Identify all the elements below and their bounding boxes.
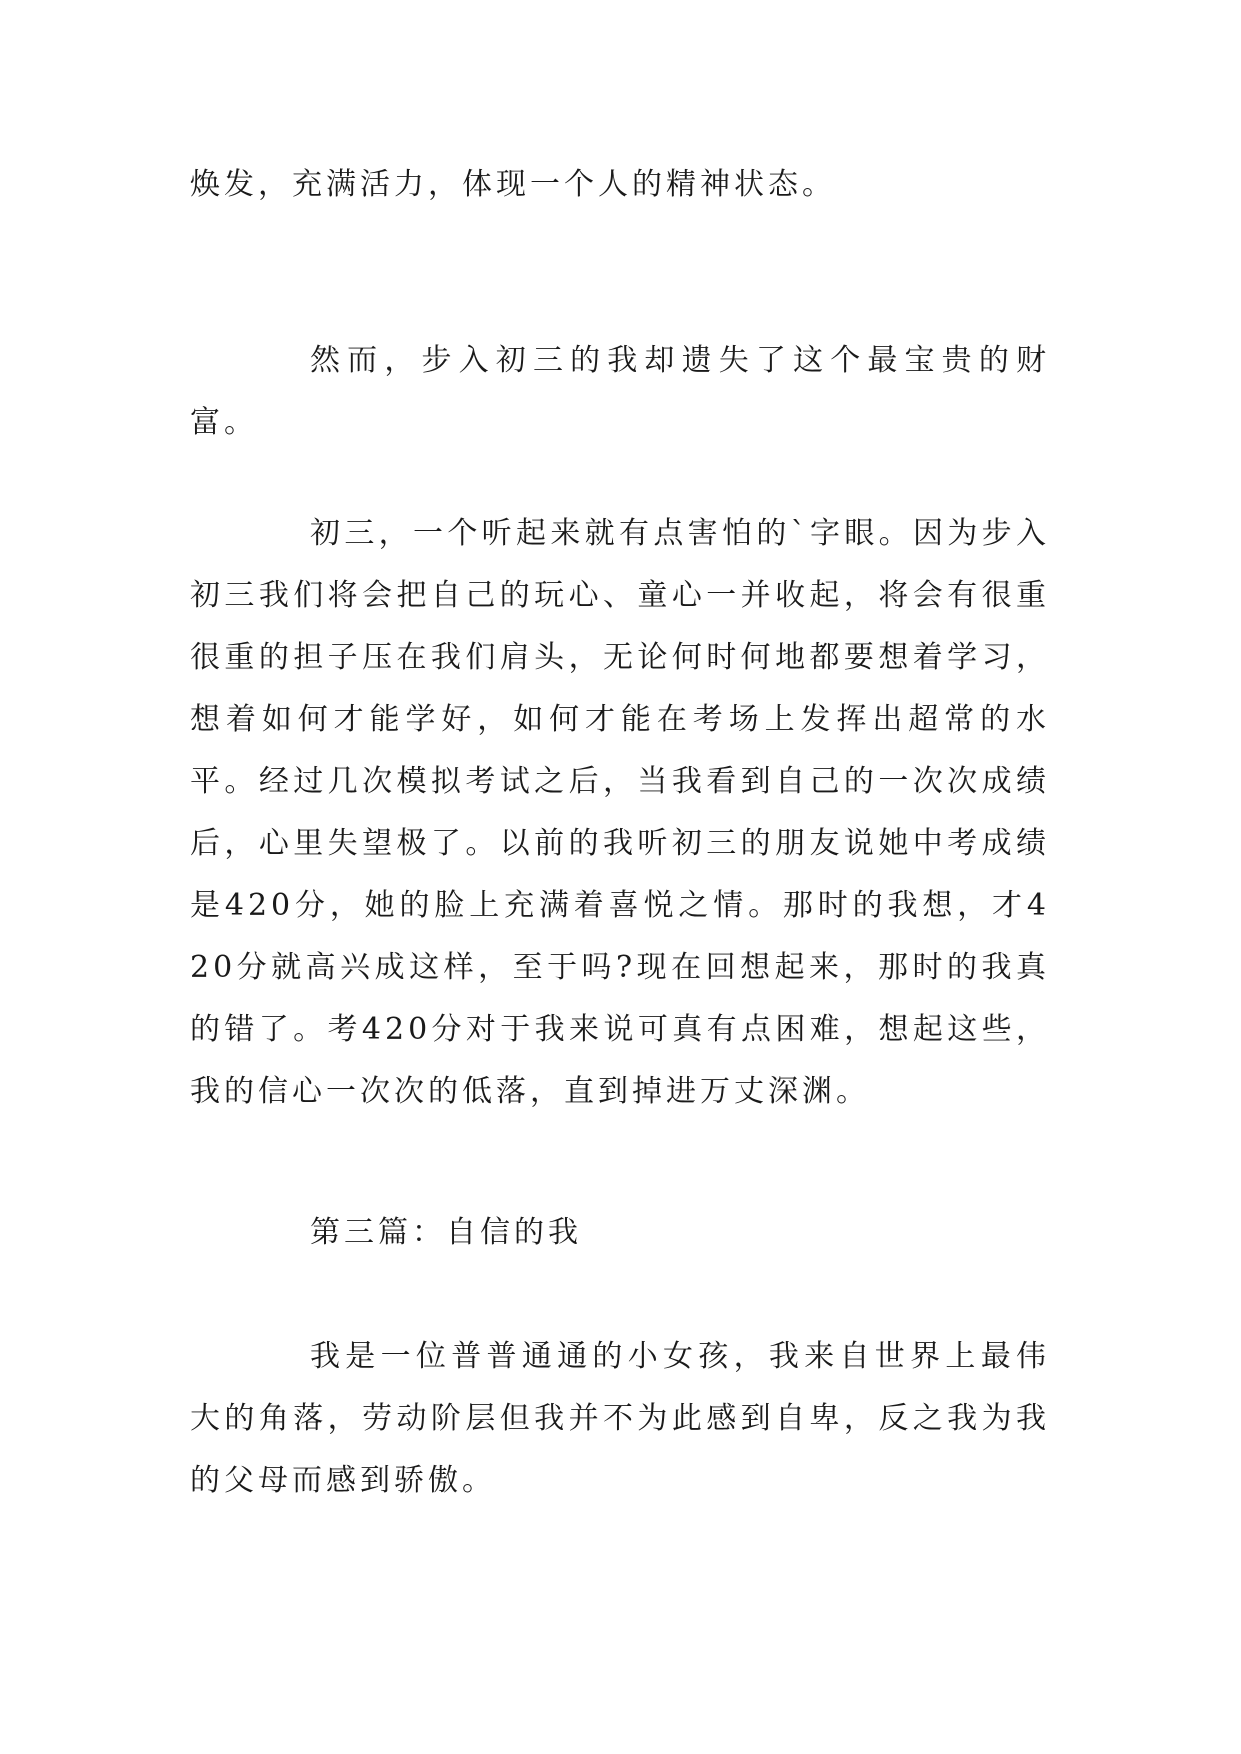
paragraph-continuation: 焕发，充满活力，体现一个人的精神状态。 (190, 167, 836, 202)
paragraph-grade-nine: 初三，一个听起来就有点害怕的`字眼。因为步入初三我们将会把自己的玩心、童心一并收起，将会有很重很重的担子压在我们肩头，无论何时何地都要想着学习，想着如何才能学好，如何才能在考场上发挥出超常的水平。经过几次模拟考试之后，当我看到自己的一次次成绩后，心里失望极了。以前的我听初三的朋友说她中考成绩是420分，她的脸上充满着喜悦之情。那时的我想，才420分就高兴成这样，至于吗?现在回想起来，那时的我真的错了。考420分对于我来说可真有点困难，想起这些，我的信心一次次的低落，直到掉进万丈深渊。 (190, 516, 1050, 1109)
section-heading: 第三篇：自信的我 (310, 1215, 582, 1250)
paragraph-confident-me: 我是一位普普通通的小女孩，我来自世界上最伟大的角落，劳动阶层但我并不为此感到自卑，反之我为我的父母而感到骄傲。 (190, 1339, 1050, 1498)
paragraph-loss: 然而，步入初三的我却遗失了这个最宝贵的财富。 (190, 343, 1050, 440)
